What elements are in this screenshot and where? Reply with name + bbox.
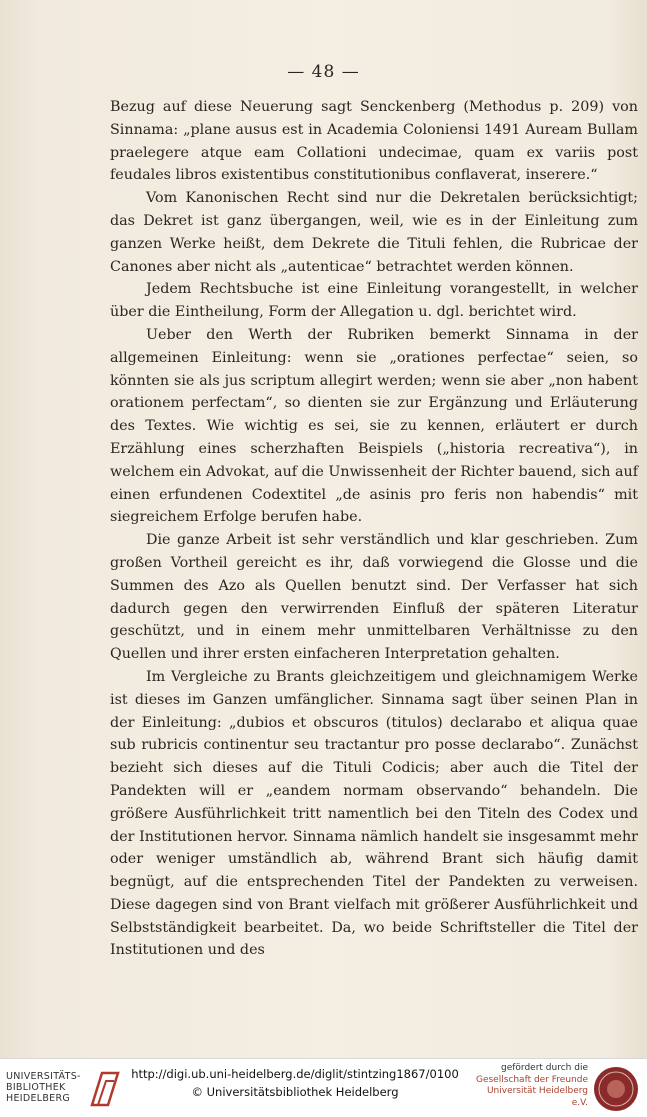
page-body [110, 96, 638, 962]
library-name: UNIVERSITÄTS- BIBLIOTHEK HEIDELBERG [6, 1071, 81, 1104]
sponsor-note: gefördert durch die Gesellschaft der Freunde Universität Heidelberg e.V. [475, 1063, 588, 1108]
paragraph: Jedem Rechtsbuche ist eine Einleitung vorangestellt, in welcher über die Eintheilung, Form der Allegation u. dgl. berichtet wird. [110, 281, 638, 321]
citation-link[interactable]: http://digi.ub.uni-heidelberg.de/diglit/stintzing1867/0100 [131, 1067, 459, 1081]
page-number: — 48 — [287, 62, 360, 82]
paragraph: Die ganze Arbeit ist sehr verständlich und klar geschrieben. Zum großen Vortheil gereicht es ihr, daß vorwiegend die Glosse und die Summen des Azo als Quellen benutzt sind. Der Verfasser hat sich dadurch gegen den verwirrenden Einfluß der späteren Literatur geschützt, und in einem mehr unmittelbaren Verhältnisse zu den Quellen und ihrer ersten einfacheren Interpretation gehalten. [110, 532, 638, 663]
paragraph: Vom Kanonischen Recht sind nur die Dekretalen berücksichtigt; das Dekret ist ganz übergangen, weil, wie es in der Einleitung zum ganzen Werke heißt, dem Dekrete die Tituli fehlen, die Rubricae der Canones aber nicht als „autenticae“ betrachtet werden können. [110, 190, 638, 275]
citation-block [130, 1065, 460, 1101]
paragraph: Bezug auf diese Neuerung sagt Senckenberg (Methodus p. 209) von Sinnama: „plane ausus est in Academia Coloniensi 1491 Auream Bullam praelegere atque eam Collationi undecimae, quam ex variis post feudales libros existentibus constitutionibus conflaverat, inserere.“ [110, 99, 638, 184]
paragraph: Im Vergleiche zu Brants gleichzeitigem und gleichnamigem Werke ist dieses im Ganzen umfänglicher. Sinnama sagt über seinen Plan in der Einleitung: „dubios et obscuros (titulos) declarabo et aliqua quae sub rubricis continentur seu tractantur pro posse declarabo“. Zunächst bezieht sich dieses auf die Tituli Codicis; aber auch die Titel der Pandekten will er „eandem normam observando“ behandeln. Die größere Ausführlichkeit tritt namentlich bei den Titeln des Codex und der Institutionen hervor. Sinnama nämlich handelt sie insgesammt mehr oder weniger umständlich ab, während Brant sich häufig damit begnügt, auf die entsprechenden Titel der Pandekten zu verweisen. Diese dagegen sind von Brant vielfach mit größerer Ausführlichkeit und Selbstständigkeit bearbeitet. Da, wo beide Schriftsteller die Titel der Institutionen und des [110, 668, 638, 959]
university-seal-icon [592, 1065, 640, 1113]
library-logo-icon [88, 1069, 122, 1109]
paragraph: Ueber den Werth der Rubriken bemerkt Sinnama in der allgemeinen Einleitung: wenn sie „orationes perfectae“ seien, so könnten sie als jus scriptum allegirt werden; wenn sie aber „non habent orationem perfectam“, so dienten sie zur Ergänzung und Erläuterung des Textes. Wie wichtig es sei, sie zu kennen, erläutert er durch Erzählung eines scherzhaften Beispiels („historia recreativa“), in welchem ein Advokat, auf die Unwissenheit der Richter bauend, sich auf einen erfundenen Codextitel „de asinis pro feris non habendis“ mit siegreichem Erfolge berufen habe. [110, 326, 638, 526]
digitization-footer [0, 1058, 647, 1117]
copyright-text: © Universitätsbibliothek Heidelberg [191, 1085, 399, 1099]
